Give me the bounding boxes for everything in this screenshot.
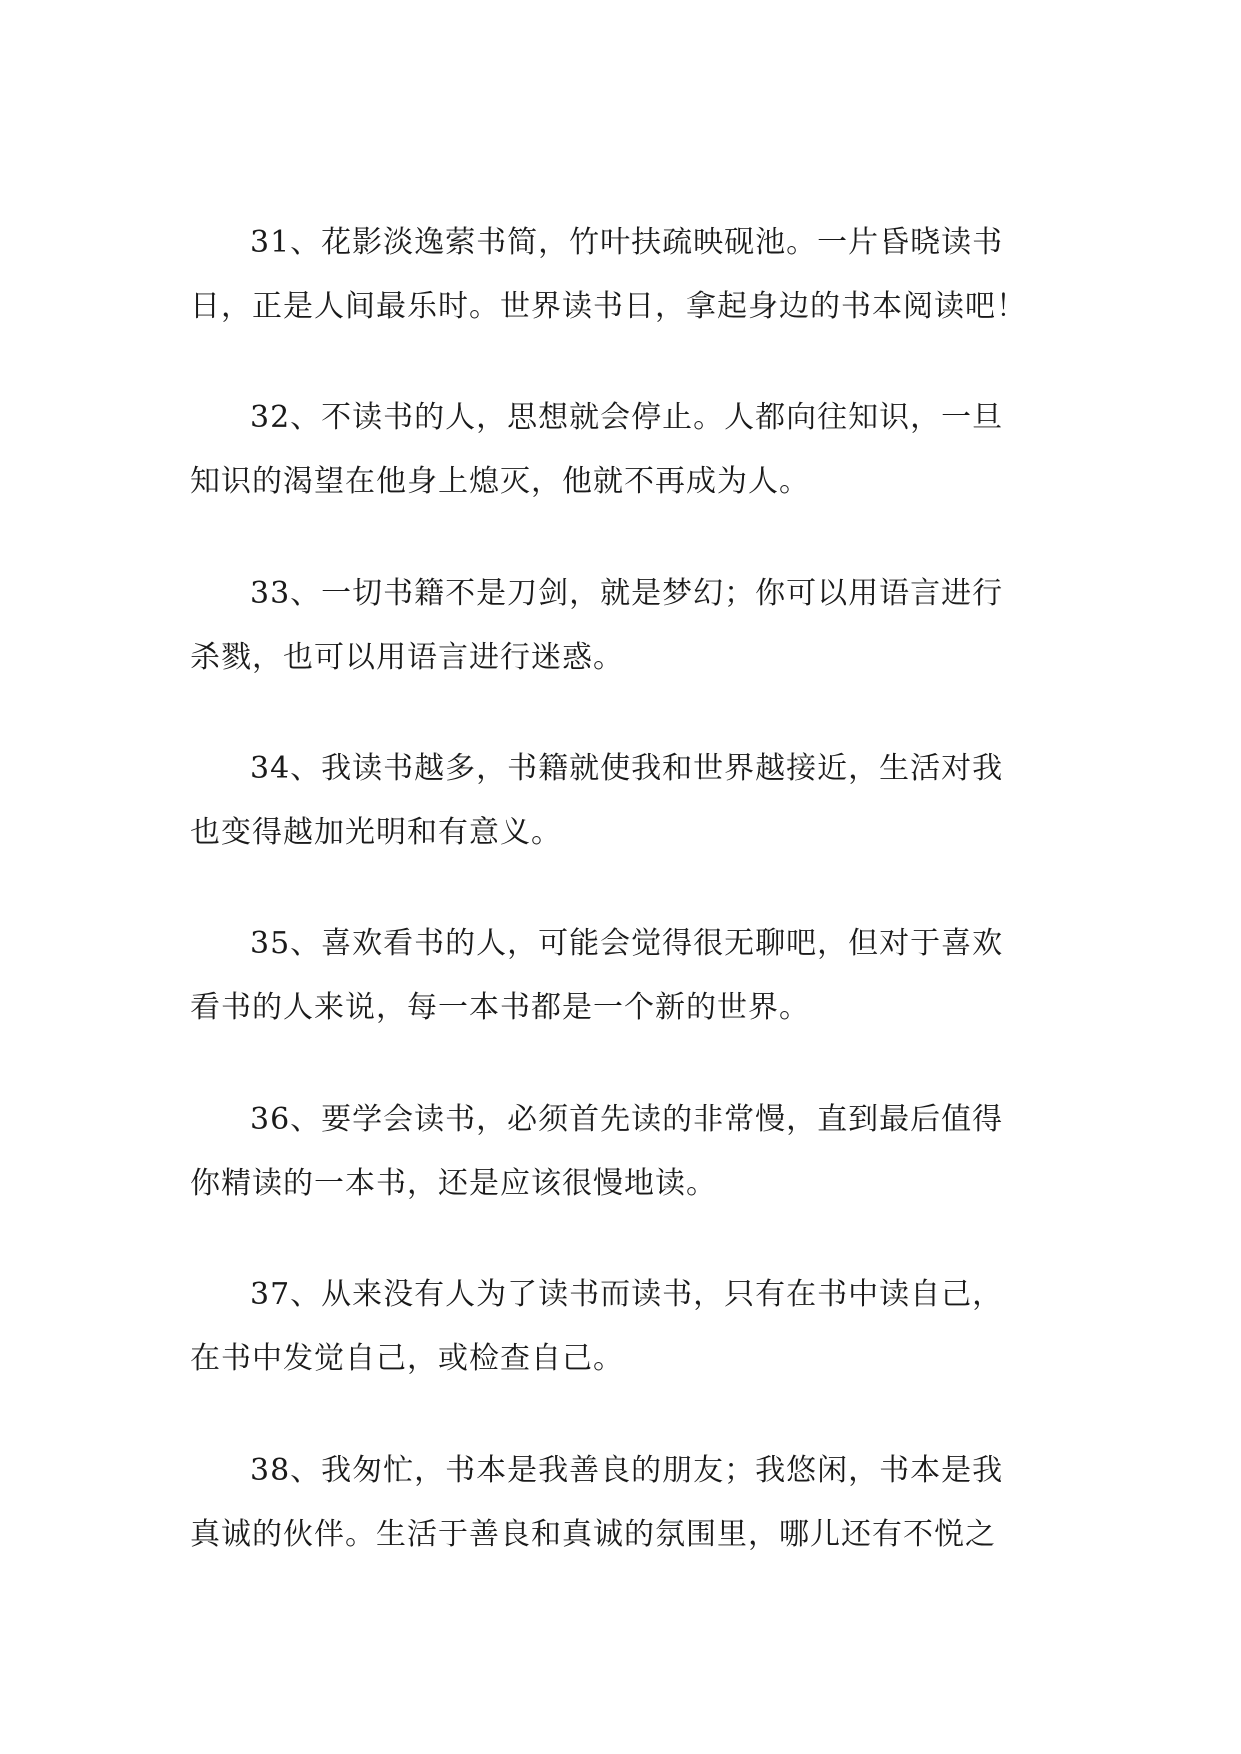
paragraph-line: 日，正是人间最乐时。世界读书日，拿起身边的书本阅读吧！ (190, 289, 1027, 324)
paragraph-33 (190, 562, 1070, 690)
paragraph-line: 38、我匆忙，书本是我善良的朋友；我悠闲，书本是我 (250, 1453, 1004, 1488)
paragraph-line: 33、一切书籍不是刀剑，就是梦幻；你可以用语言进行 (250, 576, 1004, 611)
paragraph-38 (190, 1439, 1070, 1567)
paragraph-line: 看书的人来说，每一本书都是一个新的世界。 (190, 990, 810, 1025)
paragraph-line: 知识的渴望在他身上熄灭，他就不再成为人。 (190, 464, 810, 499)
paragraph-line: 在书中发觉自己，或检查自己。 (190, 1341, 624, 1376)
paragraph-line: 36、要学会读书，必须首先读的非常慢，直到最后值得 (250, 1102, 1004, 1137)
paragraph-line: 真诚的伙伴。生活于善良和真诚的氛围里，哪儿还有不悦之 (190, 1517, 996, 1552)
paragraph-31 (190, 211, 1070, 339)
paragraph-36 (190, 1088, 1070, 1216)
paragraph-line: 31、花影淡逸萦书简，竹叶扶疏映砚池。一片昏晓读书 (250, 225, 1004, 260)
paragraph-line: 杀戮，也可以用语言进行迷惑。 (190, 640, 624, 675)
paragraph-line: 32、不读书的人，思想就会停止。人都向往知识，一旦 (250, 400, 1004, 435)
paragraph-line: 35、喜欢看书的人，可能会觉得很无聊吧，但对于喜欢 (250, 926, 1004, 961)
paragraph-32 (190, 386, 1070, 514)
paragraph-line: 你精读的一本书，还是应该很慢地读。 (190, 1166, 717, 1201)
paragraph-34 (190, 737, 1070, 865)
paragraph-line: 也变得越加光明和有意义。 (190, 815, 562, 850)
paragraph-line: 34、我读书越多，书籍就使我和世界越接近，生活对我 (250, 751, 1004, 786)
paragraph-37 (190, 1263, 1070, 1391)
paragraph-35 (190, 912, 1070, 1040)
paragraph-line: 37、从来没有人为了读书而读书，只有在书中读自己， (250, 1277, 1004, 1312)
